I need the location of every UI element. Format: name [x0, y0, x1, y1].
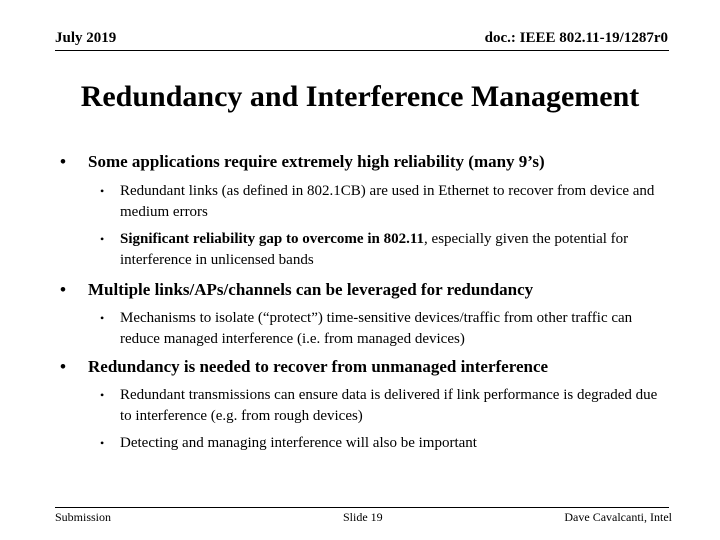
header-date: July 2019: [55, 30, 117, 46]
sub-bullet-marker: •: [100, 436, 105, 450]
header-doc-id: doc.: IEEE 802.11-19/1287r0: [484, 30, 668, 46]
sub-bullet-3-1: [100, 385, 660, 427]
sub-bullet-1-1-text: Redundant links (as defined in 802.1CB) are used in Ethernet to recover from device and medium errors: [120, 183, 655, 220]
bullet-3-marker: •: [60, 357, 66, 376]
sub-bullet-marker: •: [100, 184, 105, 198]
sub-bullet-1-2-rest: , especially given the potential for interference in unlicensed bands: [120, 231, 629, 268]
sub-bullet-3-1-text: Redundant transmissions can ensure data is delivered if link performance is degraded due to interference (e.g. from rough devices): [120, 387, 658, 424]
footer-submission: Submission: [55, 510, 112, 524]
bullet-2-text: Multiple links/APs/channels can be leveraged for redundancy: [88, 280, 534, 299]
sub-bullet-2-1: [100, 308, 660, 350]
sub-bullet-2-1-text: Mechanisms to isolate (“protect”) time-sensitive devices/traffic from other traffic can reduce managed interference (i.e. from managed devices): [120, 310, 633, 347]
slide-title: Redundancy and Interference Management: [80, 80, 640, 113]
header-rule: [55, 50, 669, 51]
sub-bullet-1-1: [100, 181, 660, 223]
sub-bullet-marker: •: [100, 232, 105, 246]
sub-bullet-3-2: [100, 433, 660, 454]
sub-bullet-1-2: [100, 229, 660, 271]
sub-bullet-3-2-text: Detecting and managing interference will also be important: [120, 435, 477, 451]
footer-rule: [55, 507, 669, 508]
footer-author: Dave Cavalcanti, Intel: [564, 510, 672, 524]
sub-bullet-marker: •: [100, 311, 105, 325]
bullet-1-marker: •: [60, 152, 66, 171]
sub-bullet-marker: •: [100, 388, 105, 402]
sub-bullet-1-2-bold: Significant reliability gap to overcome in 802.11: [120, 231, 425, 247]
bullet-3-text: Redundancy is needed to recover from unmanaged interference: [88, 357, 549, 376]
bullet-2-marker: •: [60, 280, 66, 299]
bullet-1-text: Some applications require extremely high reliability (many 9’s): [88, 152, 545, 171]
footer-slide-number: Slide 19: [343, 510, 383, 524]
sub-bullet-1-2-text: [120, 229, 660, 271]
